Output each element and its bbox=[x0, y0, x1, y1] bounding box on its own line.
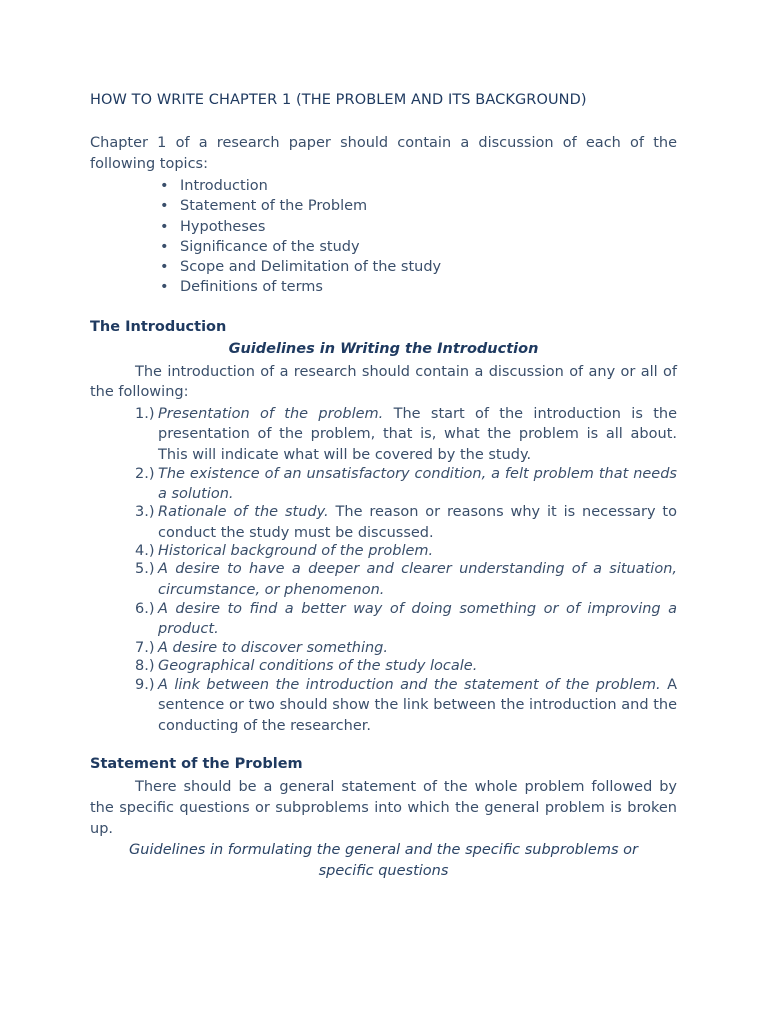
bullet-icon: • bbox=[160, 198, 169, 215]
list-item: • Definitions of terms bbox=[90, 277, 677, 297]
list-item: 5.) A desire to have a deeper and clearer understanding of a situation, circumstance, or phenomenon. bbox=[135, 561, 677, 598]
list-item: • Significance of the study bbox=[90, 237, 677, 257]
introduction-items-list bbox=[90, 404, 677, 736]
list-item: 2.) The existence of an unsatisfactory condition, a felt problem that needs a solution. bbox=[135, 465, 677, 503]
statement-heading: Statement of the Problem bbox=[90, 756, 303, 772]
list-item: 7.) A desire to discover something. bbox=[135, 639, 388, 656]
statement-paragraph: There should be a general statement of the whole problem followed by the specific questions or subproblems into which the general problem is broken up. bbox=[90, 779, 677, 837]
list-item: • Statement of the Problem bbox=[90, 196, 677, 216]
chapter-intro-paragraph: Chapter 1 of a research paper should contain a discussion of each of the following topics: bbox=[90, 135, 677, 172]
introduction-heading: The Introduction bbox=[90, 319, 227, 335]
bullet-icon: • bbox=[160, 259, 169, 276]
list-item: 8.) Geographical conditions of the study locale. bbox=[135, 657, 478, 674]
list-item: 6.) A desire to find a better way of doing something or of improving a product. bbox=[135, 600, 677, 638]
statement-subheading: Guidelines in formulating the general and the specific subproblems or specific questions bbox=[129, 842, 638, 879]
bullet-icon: • bbox=[160, 218, 169, 235]
list-item: 3.) Rationale of the study. The reason or reasons why it is necessary to conduct the study must be discussed. bbox=[135, 504, 677, 541]
topics-list bbox=[90, 176, 677, 298]
bullet-icon: • bbox=[160, 238, 169, 255]
list-item: • Scope and Delimitation of the study bbox=[90, 257, 677, 277]
bullet-icon: • bbox=[160, 279, 169, 296]
list-item: • Introduction bbox=[90, 176, 677, 196]
introduction-paragraph: The introduction of a research should contain a discussion of any or all of the following: bbox=[90, 364, 677, 400]
list-item: 1.) Presentation of the problem. The start of the introduction is the presentation of the problem, that is, what the problem is all about. This will indicate what will be covered by the study. bbox=[135, 406, 677, 463]
introduction-subheading: Guidelines in Writing the Introduction bbox=[228, 341, 539, 357]
list-item: 9.) A link between the introduction and the statement of the problem. A sentence or two should show the link between the introduction and the conducting of the researcher. bbox=[135, 677, 677, 734]
list-item: • Hypotheses bbox=[90, 217, 677, 237]
list-item: 4.) Historical background of the problem. bbox=[135, 543, 434, 560]
bullet-icon: • bbox=[160, 178, 169, 194]
document-title: HOW TO WRITE CHAPTER 1 (THE PROBLEM AND ITS BACKGROUND) bbox=[90, 92, 587, 108]
